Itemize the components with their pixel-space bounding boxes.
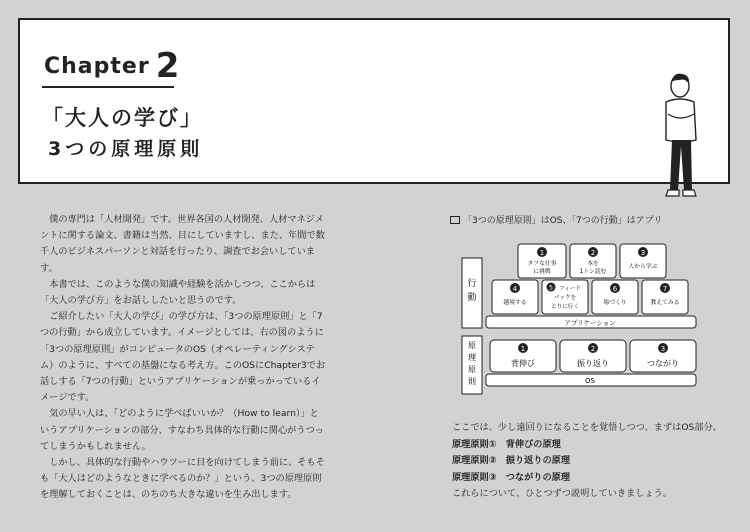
- principles-label-char: 理: [468, 353, 476, 362]
- body-paragraph: ご紹介したい「大人の学び」の学び方は、「3つの原理原則」と「7つの行動」から成立しています。イメージとしては、右の図のように「3つの原理原則」がコンピュータのOS（オペレーティングシステム）のように、すべての基盤になる考え方。このOSにChapter3でお話しする「7つの行動」というアプリケーションが乗っかっているイメージです。: [40, 311, 326, 404]
- chapter-word: Chapter: [44, 54, 150, 79]
- application-label: アプリケーション: [564, 319, 616, 327]
- action-label: 場づくり: [603, 300, 627, 306]
- body-paragraph: 気の早い人は、「どのように学べばいいか？（How to learn）」というアプリケーションの部分、すなわち具体的な行動に関心がうつってしまうかもしれません。: [40, 408, 324, 452]
- body-paragraph: 僕の専門は「人材開発」です。世界各国の人材開発、人材マネジメントに関する論文、書籍は当然、目にしていますし、また、年間で数千人のビジネスパーソンと対話を行ったり、調査でお会いしています。: [40, 214, 325, 274]
- principle-num: 2: [590, 345, 596, 353]
- action-label: 人から学ぶ: [628, 264, 658, 270]
- principle-list-item: 原理原則③ つながりの原理: [452, 471, 571, 483]
- diagram-caption: [450, 213, 662, 226]
- action-box-2: [570, 244, 616, 278]
- action-box-4: [492, 280, 538, 314]
- right-intro: ここでは、少し遠回りになることを覚悟しつつ、まずはOS部分、: [452, 422, 722, 433]
- action-label: バックを: [553, 295, 577, 301]
- principle-list-item: 原理原則② 振り返りの原理: [452, 455, 571, 466]
- body-paragraph: しかし、具体的な行動やハウツーに目を向けてしまう前に、そもそも「大人はどのようなときに学べるのか？」という、3つの原理原則を理解しておくことは、のちのち大きな違いを生み出します。: [40, 457, 325, 501]
- right-column-text: [452, 420, 722, 503]
- action-box-3: [620, 244, 666, 278]
- person-illustration: [652, 70, 712, 204]
- principles-label-char: 則: [468, 377, 476, 386]
- principle-label: つながり: [647, 359, 679, 368]
- action-num: 7: [662, 285, 668, 293]
- os-label: OS: [585, 377, 595, 385]
- action-num: 5: [548, 283, 554, 292]
- action-box-1: [518, 244, 566, 278]
- action-box-6: [592, 280, 638, 314]
- action-label: 教えてみる: [650, 300, 680, 306]
- action-label: とりに行く: [551, 304, 579, 310]
- chapter-underline: [42, 86, 174, 88]
- action-num: 2: [590, 249, 596, 257]
- action-label: に挑戦: [533, 269, 551, 275]
- action-num: 4: [512, 285, 518, 293]
- principle-box-2: [560, 340, 626, 372]
- action-label: 1トン読む: [579, 269, 607, 275]
- chapter-label: [44, 46, 180, 86]
- chapter-header: [18, 18, 730, 184]
- action-num: 1: [539, 249, 545, 257]
- actions-label-char: 行: [467, 279, 477, 289]
- action-num: 6: [612, 285, 618, 293]
- action-label: タフな仕事: [527, 261, 557, 267]
- principles-label-char: 原: [468, 341, 476, 350]
- flag-icon: [450, 216, 460, 224]
- chapter-title-line1: 「大人の学び」: [42, 106, 203, 130]
- principle-label: 背伸び: [511, 359, 535, 368]
- right-outro: これらについて、ひとつずつ説明していきましょう。: [452, 488, 672, 499]
- chapter-title-line2: 3つの原理原則: [48, 138, 204, 160]
- body-paragraph: 本書では、このような僕の知識や経験を活かしつつ、ここからは「大人の学び方」をお話ししたいと思うのです。: [40, 278, 316, 307]
- body-text: [40, 212, 328, 504]
- action-num: 3: [640, 249, 646, 257]
- action-box-5: [542, 280, 588, 314]
- actions-label-char: 動: [467, 293, 477, 303]
- principle-num: 3: [660, 345, 666, 353]
- action-label: 越境する: [503, 300, 527, 306]
- principle-list-item: 原理原則① 背伸びの原理: [452, 438, 561, 450]
- chapter-number: 2: [155, 46, 181, 86]
- principle-box-3: [630, 340, 696, 372]
- os-app-diagram: [450, 232, 720, 396]
- principle-label: 振り返り: [577, 359, 609, 368]
- action-label: フィード: [559, 286, 581, 292]
- action-label: 本を: [587, 261, 599, 267]
- diagram-caption-text: 「3つの原理原則」はOS、「7つの行動」はアプリ: [463, 216, 663, 226]
- principle-box-1: [490, 340, 556, 372]
- principles-label-char: 原: [468, 365, 476, 374]
- action-box-7: [642, 280, 688, 314]
- principle-num: 1: [520, 345, 526, 353]
